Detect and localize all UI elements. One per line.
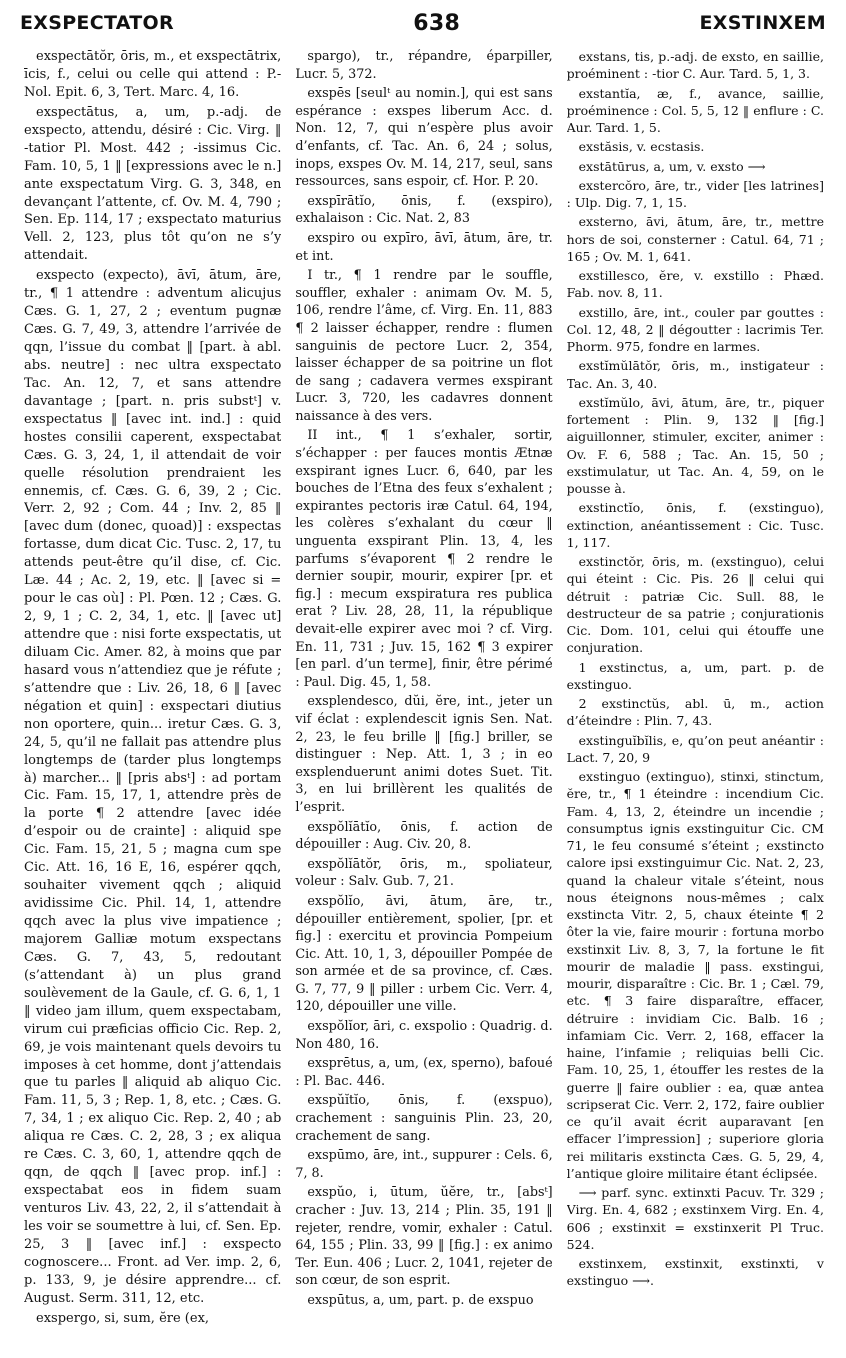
dictionary-entry: 1 exstinctus, a, um, part. p. de exstinguo. (566, 659, 824, 692)
dictionary-entry: exspiro ou expīro, āvī, ātum, āre, tr. et int. (295, 230, 553, 264)
dictionary-entry: exstăsis, v. ecstasis. (578, 139, 705, 155)
dictionary-entry: I tr., ¶ 1 rendre par le souffle, souffler, exhaler : animam Ov. M. 5, 106, rendre l’âme, cf. Virg. En. 11, 883 ¶ 2 laisser échapper, rendre : flumen sanguinis de pectore Lucr. 2, 354, laisser échapper de sa poitrine un flot de sang ; cadavera vermes exspirant Lucr. 3, 720, les cadavres donnent naissance à des vers. (295, 268, 553, 424)
dictionary-entry: exspectātŏr, ōris, m., et exspectātrix, īcis, f., celui ou celle qui attend : P.-Nol. Epit. 6, 3, Tert. Marc. 4, 16. (24, 49, 282, 100)
dictionary-entry: exspŭo, i, ūtum, ŭĕre, tr., [absᵗ] cracher : Juv. 13, 214 ; Plin. 35, 191 ‖ rejeter, rendre, vomir, exhaler : Catul. 64, 155 ; Plin. 33, 99 ‖ [fig.] : ex animo Ter. Eun. 406 ; Lucr. 2, 1041, rejeter de son cœur, de son esprit. (295, 1185, 553, 1289)
dictionary-entry: exsprētus, a, um, (ex, sperno), bafoué : Pl. Bac. 446. (295, 1056, 553, 1089)
dictionary-entry: exspectātus, a, um, p.-adj. de exspecto, attendu, désiré : Cic. Virg. ‖ -tatior Pl. Most. 442 ; -issimus Cic. Fam. 10, 5, 1 ‖ [expressions avec le n.] ante exspectatum Virg. G. 3, 348, en devançant l’attente, cf. Ov. M. 4, 790 ; Sen. Ep. 114, 17 ; exspectato maturius Vell. 2, 123, plus tôt qu’on ne s’y attendait. (24, 104, 282, 264)
dictionary-entry: exspūmo, āre, int., suppurer : Cels. 6, 7, 8. (295, 1148, 553, 1181)
dictionary-columns (24, 48, 824, 1350)
dictionary-entry: spargo), tr., répandre, éparpiller, Lucr. 5, 372. (295, 49, 553, 82)
dictionary-entry: exspēs [seulᵗ au nomin.], qui est sans espérance : exspes liberum Acc. d. Non. 12, 7, qui n’espère plus avoir d’enfants, cf. Tac. An. 6, 24 ; solus, inops, exspes Ov. M. 14, 217, seul, sans ressources, sans espoir, cf. Hor. P. 20. (295, 86, 553, 190)
dictionary-entry: exstantĭa, æ, f., avance, saillie, proéminence : Col. 5, 5, 12 ‖ enflure : C. Aur. Tard. 1, 5. (566, 85, 824, 135)
dictionary-entry: exstinctĭo, ōnis, f. (exstinguo), extinction, anéantissement : Cic. Tusc. 1, 117. (566, 500, 824, 550)
dictionary-entry: exspergo, si, sum, ĕre (ex, (36, 1310, 210, 1326)
dictionary-entry: exsplendesco, dŭi, ĕre, int., jeter un vif éclat : explendescit ignis Sen. Nat. 2, 23, le feu brille ‖ [fig.] briller, se distinguer : Nep. Att. 1, 3 ; in eo exsplenduerunt animi dotes Suet. Tit. 3, en lui brillèrent les qualités de l’esprit. (295, 694, 553, 815)
dictionary-entry: exspecto (expecto), āvī, ātum, āre, tr., ¶ 1 attendre : adventum alicujus Cæs. G. 1, 27, 2 ; eventum pugnæ Cæs. G. 7, 49, 3, attendre l’arrivée de qqn, l’issue du combat ‖ [part. à abl. abs. neutre] : nec ultra exspectato Tac. An. 12, 7, et sans attendre davantage ; [part. n. pris substᵗ] v. exspectatus ‖ [avec int. ind.] : quid hostes consilii caperent, exspectabat Cæs. G. 3, 24, 1, il attendait de voir quelle résolution prendraient les ennemis, cf. Cæs. G. 6, 39, 2 ; Cic. Verr. 2, 92 ; Com. 44 ; Inv. 2, 85 ‖ [avec dum (donec, quoad)] : exspectas fortasse, dum dicat Cic. Tusc. 2, 17, tu attends peut-être qu’il dise, cf. Cic. Læ. 44 ; Ac. 2, 19, etc. ‖ [avec si = pour le cas où] : Pl. Pœn. 12 ; Cæs. G. 2, 9, 1 ; C. 2, 34, 1, etc. ‖ [avec ut] attendre que : nisi forte exspectatis, ut diluam Cic. Amer. 82, à moins que par hasard vous n’attendiez que je réfute ; s’attendre que : Liv. 26, 18, 6 ‖ [avec négation et quin] : exspectari diutius non oportere, quin... iretur Cæs. G. 3, 24, 5, qu’il ne fallait pas attendre plus longtemps de (tarder plus longtemps à) marcher... ‖ [pris absᵗ] : ad portam Cic. Fam. 15, 17, 1, attendre près de la porte ¶ 2 attendre [avec idée d’espoir ou de crainte] : aliquid spe Cic. Fam. 15, 21, 5 ; magna cum spe Cic. Att. 16, 16 E, 16, espérer qqch, souhaiter vivement qqch ; aliquid avidissime Cic. Phil. 14, 1, attendre qqch avec la plus vive impatience ; majorem Galliæ motum exspectans Cæs. G. 7, 43, 5, redoutant (s’attendant à) un plus grand soulèvement de la Gaule, cf. G. 6, 1, 1 ‖ video jam illum, quem exspectabam, virum cui præficias officio Cic. Rep. 2, 69, je vois maintenant quels devoirs tu imposes à cet homme, dont j’attendais que tu parles ‖ aliquid ab aliquo Cic. Fam. 11, 5, 3 ; Rep. 1, 8, etc. ; Cæs. G. 7, 34, 1 ; ex aliquo Cic. Rep. 2, 40 ; ab aliqua re Cæs. C. 2, 28, 3 ; ex aliqua re Cæs. C. 3, 60, 1, attendre qqch de qqn, de qqch ‖ [avec prop. inf.] : exspectabat eos in fidem suam venturos Liv. 43, 22, 2, il s’attendait à les voir se soumettre à lui, cf. Sen. Ep. 25, 3 ‖ [avec inf.] : exspecto cognoscere... Front. ad Ver. imp. 2, 6, p. 133, 9, je désire apprendre... cf. August. Serm. 311, 12, etc. (24, 268, 282, 1306)
dictionary-entry: exstercŏro, āre, tr., vider [les latrines] : Ulp. Dig. 7, 1, 15. (566, 177, 824, 210)
dictionary-entry: exspūtus, a, um, part. p. de exspuo (307, 1292, 534, 1308)
dictionary-entry: exstĭmŭlo, āvi, ātum, āre, tr., piquer fortement : Plin. 9, 132 ‖ [fig.] aiguillonner, stimuler, exciter, animer : Ov. F. 6, 588 ; Tac. An. 15, 50 ; exstimulatur, ut Tac. An. 4, 59, on le pousse à. (566, 394, 824, 496)
dictionary-entry: exspŏlĭor, āri, c. exspolio : Quadrig. d. Non 480, 16. (295, 1019, 553, 1052)
dictionary-entry: exsterno, āvi, ātum, āre, tr., mettre hors de soi, consterner : Catul. 64, 71 ; 165 ; Ov. M. 1, 641. (566, 214, 824, 264)
dictionary-entry: exstinguo (extinguo), stinxi, stinctum, ĕre, tr., ¶ 1 éteindre : incendium Cic. Fam. 4, 13, 2, éteindre un incendie ; consumptus ignis exstinguitur Cic. CM 71, le feu consumé s’éteint ; exstincto calore ipsi exstinguimur Cic. Nat. 2, 23, quand la chaleur vitale s’éteint, nous nous éteignons nous-mêmes ; calx exstincta Vitr. 2, 5, chaux éteinte ¶ 2 ôter la vie, faire mourir : fortuna morbo exstinxit Liv. 8, 3, 7, la fortune le fit mourir de maladie ‖ pass. exstingui, mourir, disparaître : Cic. Br. 1 ; Cæl. 79, etc. ¶ 3 faire disparaître, effacer, détruire : invidiam Cic. Balb. 16 ; infamiam Cic. Verr. 2, 168, effacer la haine, l’infamie ; reliquias belli Cic. Fam. 10, 25, 1, étouffer les restes de la guerre ‖ faire oublier : ea, quæ antea scripserat Cic. Verr. 2, 172, faire oublier ce qu’il avait écrit auparavant [en effacer l’impression] ; superiore gloria rei militaris exstincta Cæs. G. 5, 29, 4, l’antique gloire militaire étant éclipsée. (566, 769, 824, 1181)
header-left-word: EXSPECTATOR (20, 12, 174, 34)
dictionary-entry: exstinguĭbĭlis, e, qu’on peut anéantir : Lact. 7, 20, 9 (566, 732, 824, 765)
dictionary-entry: exspŏlĭātĭo, ōnis, f. action de dépouiller : Aug. Civ. 20, 8. (295, 819, 553, 853)
header-right-word: EXSTINXEM (699, 12, 826, 34)
column-middle (295, 48, 552, 1350)
dictionary-entry: exstĭmŭlātŏr, ōris, m., instigateur : Tac. An. 3, 40. (566, 358, 824, 391)
page-number: 638 (413, 10, 461, 36)
dictionary-entry: exstillesco, ĕre, v. exstillo : Phæd. Fab. nov. 8, 11. (566, 268, 824, 301)
dictionary-entry: ⟶ parf. sync. extinxti Pacuv. Tr. 329 ; Virg. En. 4, 682 ; exstinxem Virg. En. 4, 606 ; exstinxit = exstinxerit Pl Truc. 524. (566, 1185, 824, 1252)
dictionary-entry: exspŏlĭātŏr, ōris, m., spoliateur, voleur : Salv. Gub. 7, 21. (295, 856, 553, 890)
dictionary-entry: exspŭĭtĭo, ōnis, f. (exspuo), crachement : sanguinis Plin. 23, 20, crachement de sang. (295, 1093, 553, 1144)
dictionary-entry: exstillo, āre, int., couler par gouttes : Col. 12, 48, 2 ‖ dégoutter : lacrimis Ter. Phorm. 975, fondre en larmes. (566, 304, 824, 354)
dictionary-entry: exstinxem, exstinxit, exstinxti, v exstinguo ⟶. (566, 1256, 824, 1289)
running-header (20, 8, 826, 38)
dictionary-entry: exstātūrus, a, um, v. exsto ⟶ (578, 158, 766, 174)
column-right (567, 48, 824, 1350)
dictionary-entry: exstinctŏr, ōris, m. (exstinguo), celui qui éteint : Cic. Pis. 26 ‖ celui qui détruit : patriæ Cic. Sull. 88, le destructeur de sa patrie ; conjurationis Cic. Dom. 101, celui qui étouffe une conjuration. (566, 554, 824, 656)
column-left (24, 48, 281, 1350)
dictionary-entry: exstans, tis, p.-adj. de exsto, en saillie, proéminent : -tior C. Aur. Tard. 5, 1, 3. (566, 49, 824, 82)
dictionary-entry: exspŏlĭo, āvi, ātum, āre, tr., dépouiller entièrement, spolier, [pr. et fig.] : exercitu et provincia Pompeium Cic. Att. 10, 1, 3, dépouiller Pompée de son armée et de sa province, cf. Cæs. G. 7, 77, 9 ‖ piller : urbem Cic. Verr. 4, 120, dépouiller une ville. (295, 893, 553, 1015)
dictionary-entry: exspīrātĭo, ōnis, f. (exspiro), exhalaison : Cic. Nat. 2, 83 (295, 193, 553, 227)
dictionary-entry: II int., ¶ 1 s’exhaler, sortir, s’échapper : per fauces montis Ætnæ exspirant ignes Lucr. 6, 640, par les bouches de l’Etna des feux s’exhalent ; expirantes pectoris iræ Catul. 64, 194, les colères s’exhalant du cœur ‖ unguenta exspirant Plin. 13, 4, les parfums s’évaporent ¶ 2 rendre le dernier soupir, mourir, expirer [pr. et fig.] : mecum exspiratura res publica erat ? Liv. 28, 28, 11, la république devait-elle expirer avec moi ? cf. Virg. En. 11, 731 ; Juv. 15, 162 ¶ 3 expirer [en parl. d’un terme], finir, être périmé : Paul. Dig. 45, 1, 58. (295, 428, 553, 690)
dictionary-entry: 2 exstinctŭs, abl. ū, m., action d’éteindre : Plin. 7, 43. (566, 696, 824, 729)
